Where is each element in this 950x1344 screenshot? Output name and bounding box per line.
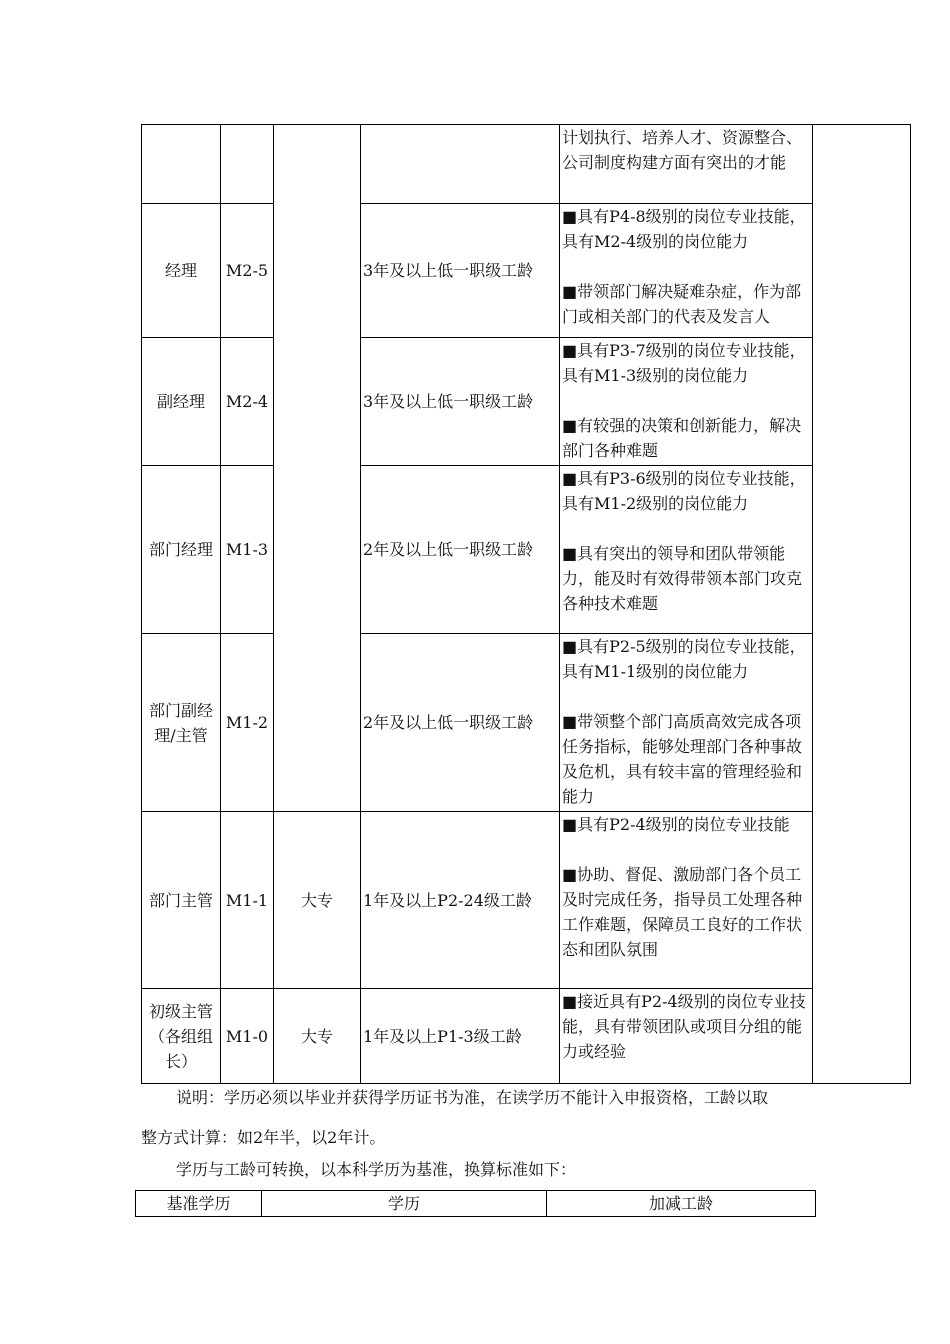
years-cell: 2年及以上低一职级工龄 bbox=[361, 466, 560, 634]
years-cell: 3年及以上低一职级工龄 bbox=[361, 204, 560, 338]
title-cell: 初级主管（各组组长） bbox=[142, 989, 221, 1084]
requirement-text: ■具有P3-6级别的岗位专业技能，具有M1-2级别的岗位能力 bbox=[562, 469, 806, 513]
requirement-cell bbox=[560, 634, 813, 812]
grade-cell: M2-4 bbox=[221, 338, 274, 466]
years-cell: 1年及以上P2-24级工龄 bbox=[361, 812, 560, 989]
note-line-3: 学历与工龄可转换，以本科学历为基准，换算标准如下： bbox=[176, 1160, 577, 1179]
requirement-text: ■协助、督促、激励部门各个员工及时完成任务，指导员工处理各种工作难题，保障员工良好的工作状态和团队氛围 bbox=[562, 865, 803, 959]
requirement-cell bbox=[560, 204, 813, 338]
title-cell: 部门经理 bbox=[142, 466, 221, 634]
requirement-text: ■具有P2-5级别的岗位专业技能，具有M1-1级别的岗位能力 bbox=[562, 637, 806, 681]
grade-cell: M1-3 bbox=[221, 466, 274, 634]
table-row bbox=[142, 812, 911, 989]
grade-cell: M1-2 bbox=[221, 634, 274, 812]
requirement-text: ■具有P4-8级别的岗位专业技能，具有M2-4级别的岗位能力 bbox=[562, 207, 806, 251]
years-cell: 3年及以上低一职级工龄 bbox=[361, 338, 560, 466]
table-row bbox=[142, 989, 911, 1084]
position-requirements-table bbox=[141, 124, 911, 1084]
table-row bbox=[142, 338, 911, 466]
requirement-text: ■有较强的决策和创新能力，解决部门各种难题 bbox=[562, 416, 802, 460]
remarks-cell bbox=[813, 125, 911, 1084]
education-cell: 大专 bbox=[274, 812, 361, 989]
requirement-cell bbox=[560, 989, 813, 1084]
years-cell: 1年及以上P1-3级工龄 bbox=[361, 989, 560, 1084]
requirement-text: ■具有P3-7级别的岗位专业技能，具有M1-3级别的岗位能力 bbox=[562, 341, 806, 385]
requirement-text: ■具有P2-4级别的岗位专业技能 bbox=[562, 815, 790, 834]
table-row bbox=[142, 466, 911, 634]
conversion-table bbox=[135, 1190, 816, 1217]
table-row bbox=[142, 125, 911, 204]
requirement-cell bbox=[560, 125, 813, 204]
header-base-education: 基准学历 bbox=[136, 1191, 262, 1217]
title-cell: 部门副经理/主管 bbox=[142, 634, 221, 812]
grade-cell: M1-1 bbox=[221, 812, 274, 989]
years-cell bbox=[361, 125, 560, 204]
grade-cell bbox=[221, 125, 274, 204]
grade-cell: M2-5 bbox=[221, 204, 274, 338]
conversion-header-row bbox=[136, 1191, 816, 1217]
note-line-2: 整方式计算：如2年半，以2年计。 bbox=[141, 1128, 386, 1147]
requirement-text: ■具有突出的领导和团队带领能力，能及时有效得带领本部门攻克各种技术难题 bbox=[562, 544, 803, 613]
title-cell: 部门主管 bbox=[142, 812, 221, 989]
note-line-1: 说明：学历必须以毕业并获得学历证书为准，在读学历不能计入申报资格，工龄以取 bbox=[176, 1088, 769, 1107]
requirement-text: ■接近具有P2-4级别的岗位专业技能，具有带领团队或项目分组的能力或经验 bbox=[562, 992, 806, 1061]
title-cell: 副经理 bbox=[142, 338, 221, 466]
years-cell: 2年及以上低一职级工龄 bbox=[361, 634, 560, 812]
requirement-text: 计划执行、培养人才、资源整合、公司制度构建方面有突出的才能 bbox=[562, 128, 803, 172]
header-adjust-years: 加减工龄 bbox=[547, 1191, 816, 1217]
education-cell: 大专 bbox=[274, 989, 361, 1084]
requirement-cell bbox=[560, 812, 813, 989]
requirement-text: ■带领部门解决疑难杂症，作为部门或相关部门的代表及发言人 bbox=[562, 282, 802, 326]
title-cell: 经理 bbox=[142, 204, 221, 338]
title-cell bbox=[142, 125, 221, 204]
grade-cell: M1-0 bbox=[221, 989, 274, 1084]
requirement-cell bbox=[560, 466, 813, 634]
table-row bbox=[142, 634, 911, 812]
requirement-cell bbox=[560, 338, 813, 466]
header-education: 学历 bbox=[262, 1191, 547, 1217]
requirement-text: ■带领整个部门高质高效完成各项任务指标，能够处理部门各种事故及危机，具有较丰富的管理经验和能力 bbox=[562, 712, 803, 806]
table-row bbox=[142, 204, 911, 338]
education-cell bbox=[274, 125, 361, 812]
